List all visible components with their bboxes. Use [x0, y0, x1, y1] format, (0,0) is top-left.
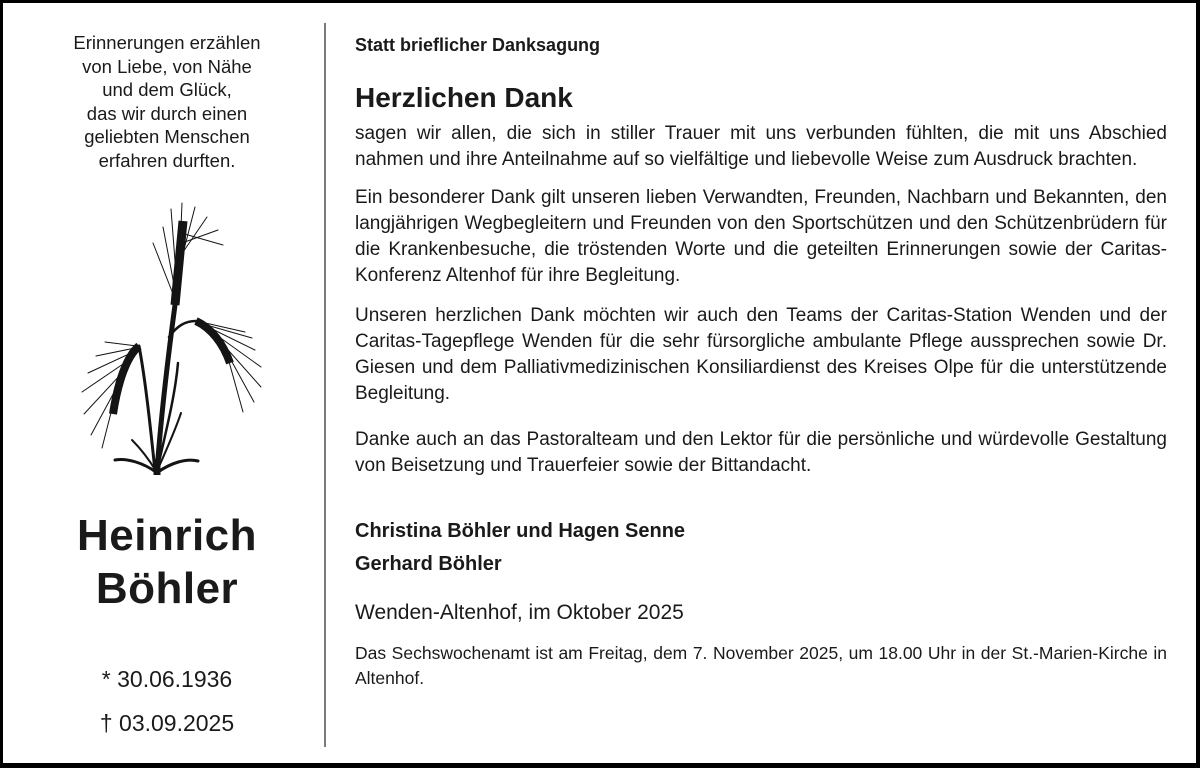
wheat-stalks-icon [65, 195, 270, 477]
verse-line: von Liebe, von Nähe [82, 55, 252, 77]
thanks-column [355, 3, 1167, 691]
signatory-line: Gerhard Böhler [355, 553, 502, 575]
column-divider [324, 23, 326, 747]
thanks-paragraph: sagen wir allen, die sich in stiller Trauer mit uns verbunden fühlten, die mit uns Abschied nahmen und ihre Anteilnahme auf so vielfältige und liebevolle Weise zum Ausdruck brachten. [355, 123, 1167, 170]
deceased-last-name: Böhler [95, 564, 239, 613]
death-date: † 03.09.2025 [99, 710, 235, 736]
kicker-line: Statt brieflicher Danksagung [355, 35, 601, 55]
deceased-name [21, 509, 313, 615]
service-announcement: Das Sechswochenamt ist am Freitag, dem 7. November 2025, um 18.00 Uhr in der St.-Marien-Kirche in Altenhof. [355, 643, 1167, 688]
signatory-line: Christina Böhler und Hagen Senne [355, 520, 686, 542]
thanks-paragraph: Unseren herzlichen Dank möchten wir auch den Teams der Caritas-Station Wenden und der Caritas-Tagepflege Wenden für die sehr fürsorgliche ambulante Pflege aussprechen sowie Dr. Giesen und dem Palliativmedizinischen Konsiliardienst des Kreises Olpe für die unterstützende Begleitung. [355, 305, 1167, 404]
verse-line: Erinnerungen erzählen [73, 32, 261, 53]
page-title: Herzlichen Dank [355, 82, 573, 113]
verse-line: das wir durch einen [86, 102, 248, 124]
verse-line: erfahren durften. [98, 149, 236, 171]
thanks-paragraph: Ein besonderer Dank gilt unseren lieben Verwandten, Freunden, Nachbarn und Bekannten, den langjährigen Wegbegleitern und Freunden von den Sportschützen und den Schützenbrüdern für die Krankenbesuche, die tröstenden Worte und die geteilten Erinnerungen sowie der Caritas-Konferenz Altenhof für ihre Begleitung. [355, 187, 1167, 286]
memorial-verse [21, 31, 313, 172]
birth-date: * 30.06.1936 [101, 666, 233, 692]
place-date-line: Wenden-Altenhof, im Oktober 2025 [355, 601, 684, 624]
verse-line: geliebten Menschen [84, 126, 250, 147]
thanks-paragraph: Danke auch an das Pastoralteam und den Lektor für die persönliche und würdevolle Gestaltung von Beisetzung und Trauerfeier sowie der Bittandacht. [355, 429, 1167, 476]
verse-line: und dem Glück, [102, 79, 232, 100]
deceased-first-name: Heinrich [76, 511, 258, 560]
